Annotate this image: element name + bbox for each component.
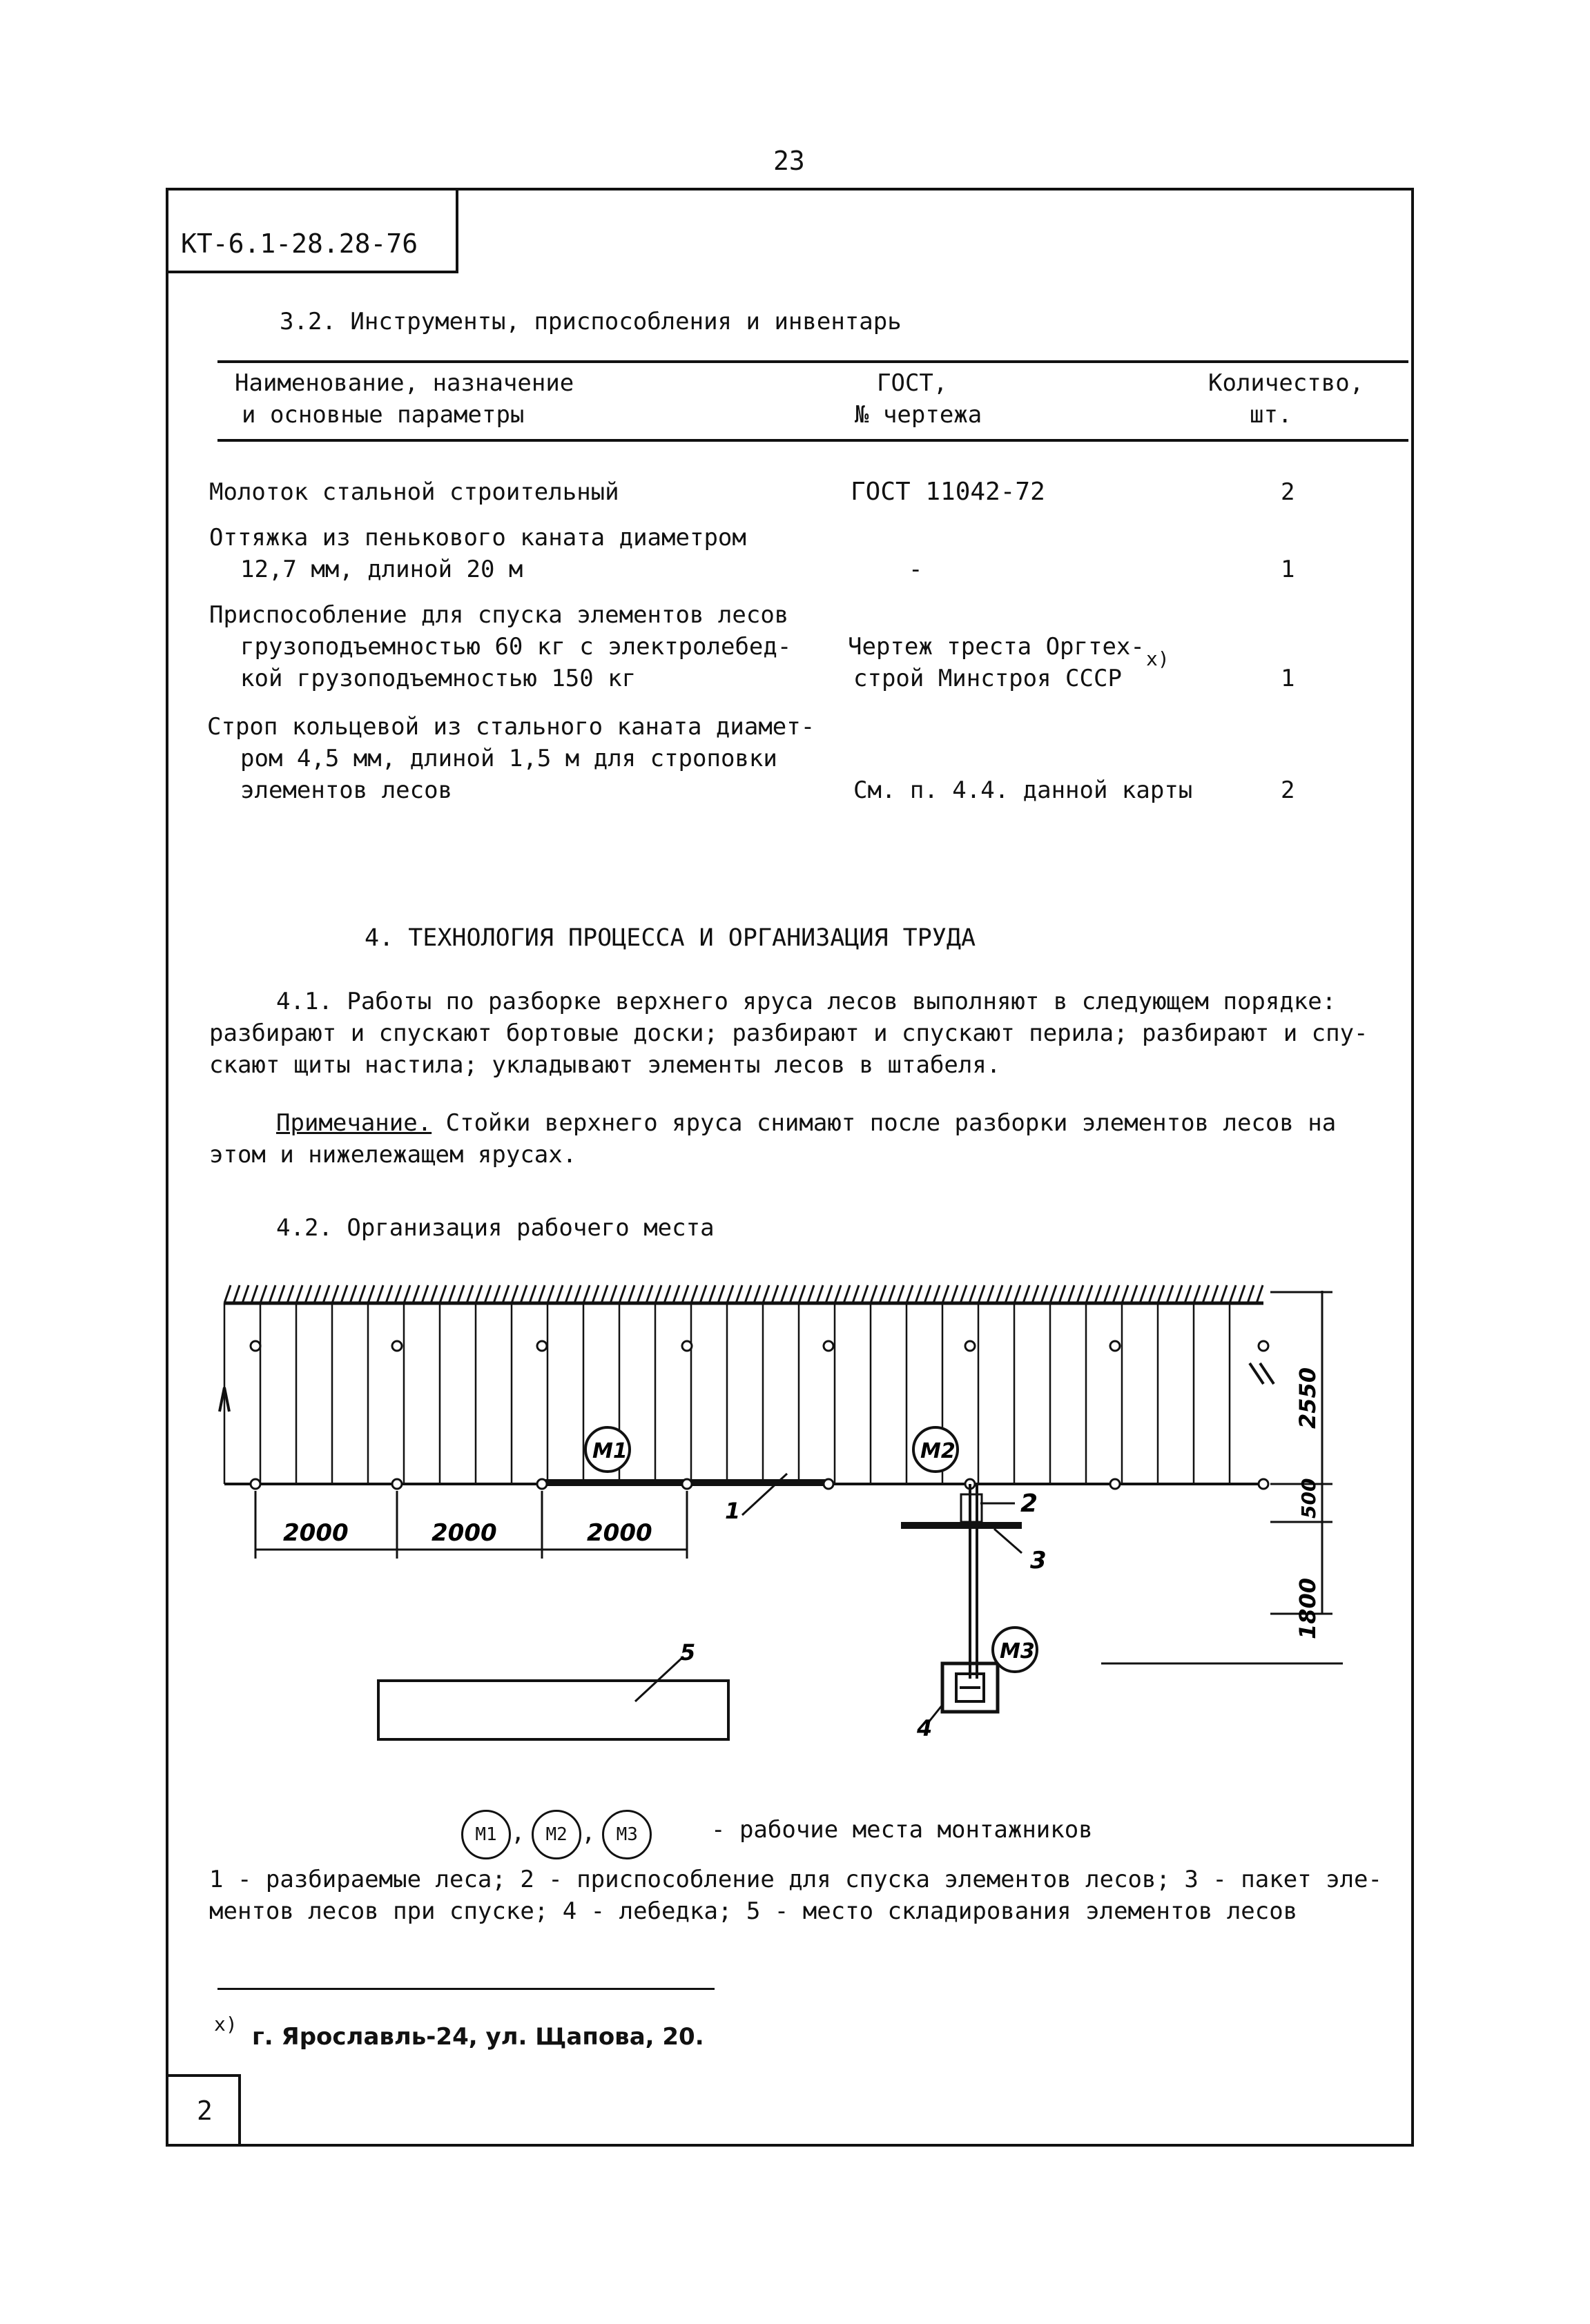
hatch-stroke: [574, 1285, 581, 1303]
hatch-stroke: [736, 1285, 742, 1303]
hatch-stroke: [413, 1285, 419, 1303]
row3-qty: 1: [1281, 665, 1295, 692]
hatch-stroke: [539, 1285, 545, 1303]
hatch-stroke: [404, 1285, 410, 1303]
marker-m2-label: M2: [920, 1439, 956, 1463]
hatch-stroke: [924, 1285, 931, 1303]
row3-name-3: кой грузоподъемностью 150 кг: [240, 665, 637, 692]
hatch-stroke: [844, 1285, 850, 1303]
hatch-stroke: [323, 1285, 329, 1303]
hatch-stroke: [233, 1285, 240, 1303]
hatch-stroke: [1158, 1285, 1164, 1303]
hatch-stroke: [637, 1285, 643, 1303]
dim-right-3: 1800: [1295, 1577, 1321, 1639]
hatch-stroke: [583, 1285, 590, 1303]
doc-code: КТ-6.1-28.28-76: [181, 228, 418, 259]
ceiling-hatch: [224, 1285, 1263, 1303]
hatch-stroke: [1077, 1285, 1083, 1303]
marker-m3-label: M3: [1000, 1639, 1035, 1663]
hatch-stroke: [467, 1285, 473, 1303]
hatch-stroke: [673, 1285, 679, 1303]
hatch-stroke: [951, 1285, 958, 1303]
hatch-stroke: [942, 1285, 949, 1303]
row2-name-2: 12,7 мм, длиной 20 м: [240, 556, 523, 583]
header-name: Наименование, назначение: [235, 369, 574, 397]
hatch-stroke: [862, 1285, 868, 1303]
hatch-stroke: [395, 1285, 401, 1303]
row3-name-2: грузоподъемностью 60 кг с электролебед-: [240, 633, 792, 661]
hatch-stroke: [1059, 1285, 1065, 1303]
hatch-stroke: [1167, 1285, 1173, 1303]
hatch-stroke: [224, 1285, 231, 1303]
scaffold-node: [537, 1479, 547, 1489]
hatch-stroke: [440, 1285, 446, 1303]
hatch-stroke: [709, 1285, 715, 1303]
hatch-stroke: [242, 1285, 249, 1303]
callout-3-leader: [994, 1529, 1022, 1553]
hatch-stroke: [377, 1285, 383, 1303]
note-text: Стойки верхнего яруса снимают после разборки элементов лесов на: [432, 1109, 1337, 1137]
hatch-stroke: [700, 1285, 706, 1303]
p41-line1: 4.1. Работы по разборке верхнего яруса лесов выполняют в следующем порядке:: [276, 988, 1337, 1015]
hatch-stroke: [907, 1285, 913, 1303]
hatch-stroke: [350, 1285, 356, 1303]
hatch-stroke: [592, 1285, 599, 1303]
scaffold-node: [682, 1341, 692, 1351]
hatch-stroke: [1239, 1285, 1245, 1303]
scaffold-node: [1110, 1341, 1120, 1351]
scaffold-node: [1259, 1341, 1268, 1351]
hatch-stroke: [960, 1285, 967, 1303]
hatch-stroke: [682, 1285, 688, 1303]
row3-gost: Чертеж треста Оргтех-: [848, 633, 1145, 661]
scaffold-node: [682, 1479, 692, 1489]
hatch-stroke: [296, 1285, 302, 1303]
row1-qty: 2: [1281, 478, 1295, 506]
row3-gost-mark: x): [1146, 647, 1170, 670]
hatch-stroke: [269, 1285, 275, 1303]
hatch-stroke: [933, 1285, 940, 1303]
hatch-stroke: [1068, 1285, 1074, 1303]
hatch-stroke: [422, 1285, 428, 1303]
hatch-stroke: [1086, 1285, 1092, 1303]
hatch-stroke: [565, 1285, 572, 1303]
hatch-stroke: [556, 1285, 563, 1303]
hatch-stroke: [1140, 1285, 1146, 1303]
hatch-stroke: [512, 1285, 518, 1303]
scaffold-node: [392, 1479, 402, 1489]
hatch-stroke: [978, 1285, 985, 1303]
hatch-stroke: [1095, 1285, 1101, 1303]
hatch-stroke: [754, 1285, 760, 1303]
header-gost-2: № чертежа: [855, 401, 982, 429]
hatch-stroke: [1032, 1285, 1038, 1303]
callout-1: 1: [725, 1498, 741, 1524]
legend-m3: М3: [602, 1810, 652, 1859]
hatch-stroke: [898, 1285, 904, 1303]
hatch-stroke: [1050, 1285, 1056, 1303]
hatch-stroke: [368, 1285, 374, 1303]
hatch-stroke: [503, 1285, 509, 1303]
hatch-stroke: [341, 1285, 347, 1303]
scaffold-node: [1259, 1479, 1268, 1489]
hatch-stroke: [817, 1285, 823, 1303]
scaffold-node: [1110, 1479, 1120, 1489]
hatch-stroke: [314, 1285, 320, 1303]
hatch-stroke: [1203, 1285, 1209, 1303]
hatch-stroke: [808, 1285, 814, 1303]
hatch-stroke: [799, 1285, 805, 1303]
footnote-text: г. Ярославль-24, ул. Щапова, 20.: [252, 2023, 704, 2051]
scaffold-node: [392, 1341, 402, 1351]
note-label: Примечание.: [276, 1109, 432, 1137]
callout-3: 3: [1030, 1547, 1047, 1574]
hatch-stroke: [790, 1285, 796, 1303]
note-line2: этом и нижележащем ярусах.: [209, 1141, 577, 1169]
hatch-stroke: [494, 1285, 500, 1303]
row4-name-2: ром 4,5 мм, длиной 1,5 м для строповки: [240, 745, 777, 772]
hatch-stroke: [1221, 1285, 1227, 1303]
hatch-stroke: [915, 1285, 922, 1303]
hatch-stroke: [646, 1285, 652, 1303]
dim-right-2: 500: [1297, 1478, 1320, 1519]
section-title: 3.2. Инструменты, приспособления и инвентарь: [280, 308, 902, 335]
hatch-stroke: [664, 1285, 670, 1303]
marker-m3-group: [993, 1628, 1037, 1672]
p41-line2: разбирают и спускают бортовые доски; разбирают и спускают перила; разбирают и спу-: [209, 1019, 1368, 1047]
hatch-stroke: [835, 1285, 841, 1303]
hatch-stroke: [305, 1285, 311, 1303]
scaffold-node: [251, 1479, 260, 1489]
hatch-stroke: [619, 1285, 626, 1303]
hatch-stroke: [260, 1285, 266, 1303]
scaffold-verticals: [224, 1303, 1230, 1484]
row4-qty: 2: [1281, 777, 1295, 804]
row3-gost-2: строй Минстроя СССР: [853, 665, 1122, 692]
callout-5-leader: [635, 1657, 683, 1701]
legend-m1: М1: [461, 1810, 511, 1859]
legend-markers: М1 , М2 , М3: [461, 1810, 652, 1862]
hatch-stroke: [1041, 1285, 1047, 1303]
hatch-stroke: [386, 1285, 392, 1303]
row1-name: Молоток стальной строительный: [209, 478, 619, 506]
callout-4: 4: [917, 1715, 933, 1741]
hatch-stroke: [1104, 1285, 1110, 1303]
hatch-stroke: [359, 1285, 365, 1303]
row3-name: Приспособление для спуска элементов лесов: [209, 601, 789, 629]
hatch-stroke: [1122, 1285, 1128, 1303]
hatch-stroke: [655, 1285, 661, 1303]
legend-m2: М2: [532, 1810, 581, 1859]
hatch-stroke: [521, 1285, 527, 1303]
hatch-stroke: [763, 1285, 769, 1303]
marker-m1-label: M1: [592, 1439, 628, 1463]
hatch-stroke: [431, 1285, 437, 1303]
hatch-stroke: [485, 1285, 491, 1303]
hatch-stroke: [1194, 1285, 1200, 1303]
legend-caption: - рабочие места монтажников: [711, 1816, 1093, 1844]
row4-gost: См. п. 4.4. данной карты: [853, 777, 1193, 804]
header-qty: Количество,: [1208, 369, 1364, 397]
scaffold-node: [965, 1341, 975, 1351]
scaffold-node: [251, 1341, 260, 1351]
hatch-stroke: [889, 1285, 895, 1303]
hatch-stroke: [530, 1285, 536, 1303]
header-qty-2: шт.: [1250, 401, 1292, 429]
scaffold-node: [537, 1341, 547, 1351]
header-name-2: и основные параметры: [242, 401, 525, 429]
hatch-stroke: [601, 1285, 608, 1303]
hatch-stroke: [691, 1285, 697, 1303]
page-number: 23: [773, 146, 805, 176]
dim-right-1: 2550: [1295, 1367, 1321, 1429]
hatch-stroke: [476, 1285, 482, 1303]
legend-line2: ментов лесов при спуске; 4 - лебедка; 5 - место складирования элементов лесов: [209, 1897, 1298, 1925]
callout-5: 5: [680, 1639, 696, 1666]
hatch-stroke: [969, 1285, 976, 1303]
hatch-stroke: [718, 1285, 724, 1303]
footnote-mark: x): [214, 2013, 237, 2035]
marker-m1-group: [585, 1427, 630, 1472]
scaffold-node: [824, 1479, 833, 1489]
hatch-stroke: [628, 1285, 634, 1303]
hatch-stroke: [610, 1285, 617, 1303]
hatch-stroke: [1185, 1285, 1191, 1303]
hatch-stroke: [826, 1285, 832, 1303]
hatch-stroke: [996, 1285, 1002, 1303]
row2-gost: -: [909, 556, 923, 583]
hatch-stroke: [987, 1285, 993, 1303]
hatch-stroke: [1257, 1285, 1263, 1303]
hatch-stroke: [332, 1285, 338, 1303]
hatch-stroke: [287, 1285, 293, 1303]
dim-bottom-3: 2000: [587, 1519, 652, 1547]
row4-name: Строп кольцевой из стального каната диамет-: [207, 713, 815, 741]
p42-title: 4.2. Организация рабочего места: [276, 1214, 715, 1242]
p41-line3: скают щиты настила; укладывают элементы лесов в штабеля.: [209, 1051, 1001, 1079]
hatch-stroke: [458, 1285, 464, 1303]
hatch-stroke: [1005, 1285, 1011, 1303]
header-gost: ГОСТ,: [877, 369, 948, 397]
hatch-stroke: [1149, 1285, 1155, 1303]
row2-name: Оттяжка из пенькового каната диаметром: [209, 524, 746, 551]
hatch-stroke: [251, 1285, 258, 1303]
hatch-stroke: [547, 1285, 554, 1303]
dim-bottom-2: 2000: [432, 1519, 497, 1547]
hatch-stroke: [727, 1285, 733, 1303]
hatch-stroke: [449, 1285, 455, 1303]
hatch-stroke: [1023, 1285, 1029, 1303]
section4-title: 4. ТЕХНОЛОГИЯ ПРОЦЕССА И ОРГАНИЗАЦИЯ ТРУДА: [365, 924, 976, 952]
hatch-stroke: [1248, 1285, 1254, 1303]
hatch-stroke: [772, 1285, 778, 1303]
row2-qty: 1: [1281, 556, 1295, 583]
legend-line1: 1 - разбираемые леса; 2 - приспособление для спуска элементов лесов; 3 - пакет эле-: [209, 1866, 1382, 1893]
footnote-rule: [217, 1988, 715, 1990]
hatch-stroke: [745, 1285, 751, 1303]
hatch-stroke: [1113, 1285, 1119, 1303]
callout-2: 2: [1020, 1490, 1038, 1518]
hatch-stroke: [1230, 1285, 1236, 1303]
sheet-number: 2: [197, 2096, 213, 2126]
hatch-stroke: [853, 1285, 859, 1303]
hatch-stroke: [880, 1285, 886, 1303]
hatch-stroke: [278, 1285, 284, 1303]
hatch-stroke: [1131, 1285, 1137, 1303]
hatch-stroke: [1212, 1285, 1218, 1303]
scaffold-node: [824, 1341, 833, 1351]
hatch-stroke: [871, 1285, 877, 1303]
storage-area: [378, 1681, 728, 1739]
hatch-stroke: [781, 1285, 787, 1303]
dim-bottom-1: 2000: [283, 1519, 349, 1547]
row1-gost: ГОСТ 11042-72: [851, 478, 1045, 506]
row4-name-3: элементов лесов: [240, 777, 453, 804]
hatch-stroke: [1014, 1285, 1020, 1303]
hatch-stroke: [1176, 1285, 1182, 1303]
marker-m2-group: [913, 1427, 958, 1472]
